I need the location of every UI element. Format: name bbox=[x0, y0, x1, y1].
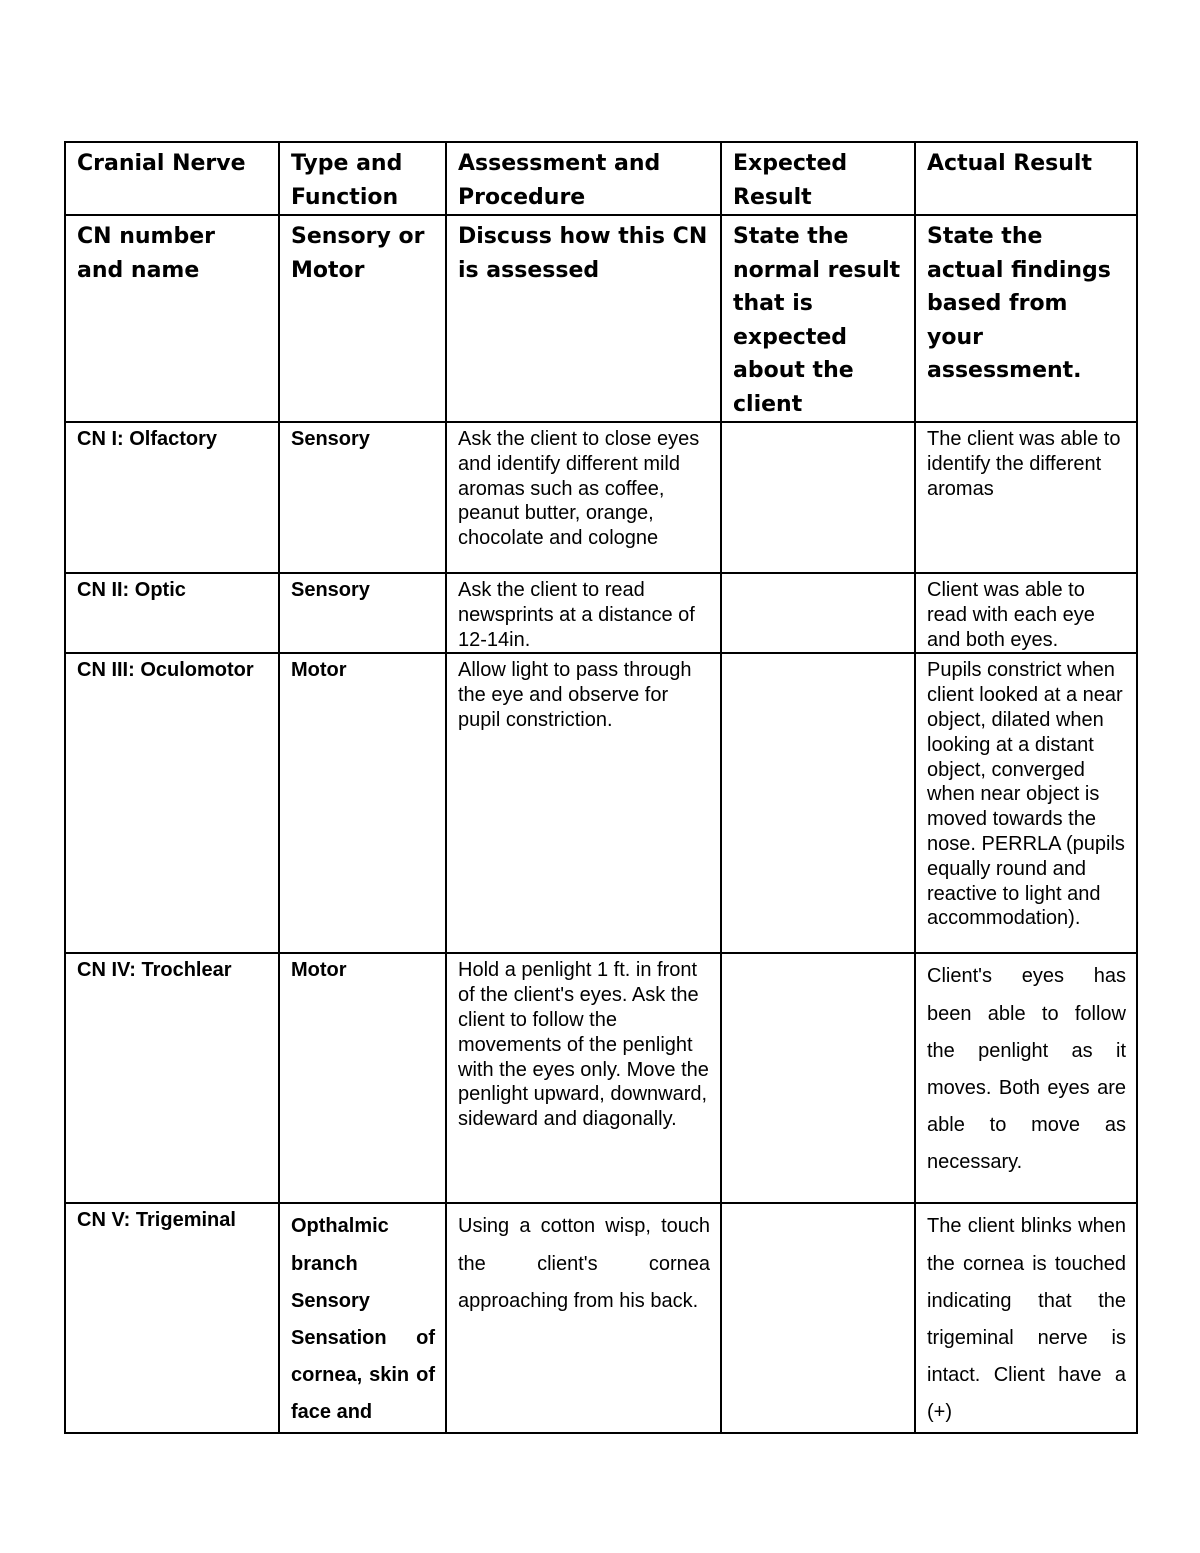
header-expected: Expected Result bbox=[721, 142, 915, 215]
nerve-cell: CN III: Oculomotor bbox=[65, 653, 279, 953]
table-row bbox=[65, 653, 1137, 953]
type-cell: Sensory bbox=[279, 422, 446, 573]
assessment-cell: Allow light to pass through the eye and observe for pupil constriction. bbox=[446, 653, 721, 953]
cranial-nerve-table bbox=[64, 141, 1138, 1434]
nerve-cell: CN V: Trigeminal bbox=[65, 1203, 279, 1432]
expected-cell bbox=[721, 422, 915, 573]
table-row bbox=[65, 573, 1137, 653]
assessment-cell: Ask the client to close eyes and identify different mild aromas such as coffee, peanut butter, orange, chocolate and cologne bbox=[446, 422, 721, 573]
subheader-expected: State the normal result that is expected about the client bbox=[721, 215, 915, 422]
actual-cell: Pupils constrict when client looked at a near object, dilated when looking at a distant object, converged when near object is moved towards the nose. PERRLA (pupils equally round and reactive to light and accommodation). bbox=[915, 653, 1137, 953]
actual-cell: Client's eyes has been able to follow the penlight as it moves. Both eyes are able to move as necessary. bbox=[915, 953, 1137, 1203]
subheader-assessment: Discuss how this CN is assessed bbox=[446, 215, 721, 422]
header-cranial-nerve: Cranial Nerve bbox=[65, 142, 279, 215]
subheader-type-function: Sensory or Motor bbox=[279, 215, 446, 422]
header-row bbox=[65, 142, 1137, 215]
type-cell: Sensory bbox=[279, 573, 446, 653]
table-row bbox=[65, 422, 1137, 573]
header-actual: Actual Result bbox=[915, 142, 1137, 215]
type-cell: Motor bbox=[279, 953, 446, 1203]
assessment-cell: Using a cotton wisp, touch the client's cornea approaching from his back. bbox=[446, 1203, 721, 1432]
nerve-cell: CN I: Olfactory bbox=[65, 422, 279, 573]
header-assessment: Assessment and Procedure bbox=[446, 142, 721, 215]
type-cell: Opthalmic branch Sensory Sensation of cornea, skin of face and bbox=[279, 1203, 446, 1432]
actual-cell: The client was able to identify the different aromas bbox=[915, 422, 1137, 573]
expected-cell bbox=[721, 953, 915, 1203]
nerve-cell: CN IV: Trochlear bbox=[65, 953, 279, 1203]
assessment-cell: Ask the client to read newsprints at a distance of 12-14in. bbox=[446, 573, 721, 653]
header-type-function: Type and Function bbox=[279, 142, 446, 215]
table-row bbox=[65, 953, 1137, 1203]
expected-cell bbox=[721, 1203, 915, 1432]
expected-cell bbox=[721, 573, 915, 653]
assessment-cell: Hold a penlight 1 ft. in front of the client's eyes. Ask the client to follow the movements of the penlight with the eyes only. Move the penlight upward, downward, sideward and diagonally. bbox=[446, 953, 721, 1203]
actual-cell: The client blinks when the cornea is touched indicating that the trigeminal nerve is intact. Client have a (+) bbox=[915, 1203, 1137, 1432]
actual-cell: Client was able to read with each eye and both eyes. bbox=[915, 573, 1137, 653]
nerve-cell: CN II: Optic bbox=[65, 573, 279, 653]
subheader-row bbox=[65, 215, 1137, 422]
subheader-actual: State the actual findings based from your assessment. bbox=[915, 215, 1137, 422]
expected-cell bbox=[721, 653, 915, 953]
type-cell: Motor bbox=[279, 653, 446, 953]
table-row bbox=[65, 1203, 1137, 1432]
subheader-cranial-nerve: CN number and name bbox=[65, 215, 279, 422]
